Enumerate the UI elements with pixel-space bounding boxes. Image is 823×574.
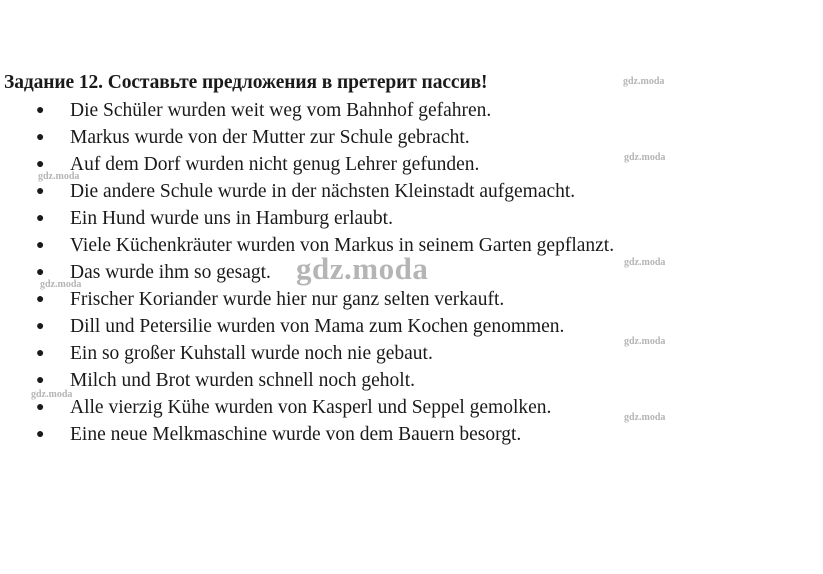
watermark-label: gdz.moda [31,389,73,400]
watermark-label: gdz.moda [624,336,666,347]
sentence-text: Eine neue Melkmaschine wurde von dem Bauern besorgt. [70,424,522,445]
watermark-label: gdz.moda [624,152,666,163]
bullet-icon: ● [36,157,45,172]
watermark-logo: gdz.moda [296,251,429,286]
bullet-icon: ● [36,103,45,118]
bullet-icon: ● [36,211,45,226]
bullet-icon: ● [36,400,45,415]
sentence-text: Milch und Brot wurden schnell noch geholt. [70,370,415,391]
sentence-text: Die andere Schule wurde in der nächsten Kleinstadt aufgemacht. [70,181,576,202]
sentence-text: Ein so großer Kuhstall wurde noch nie gebaut. [70,343,433,364]
watermark-label: gdz.moda [40,279,82,290]
bullet-icon: ● [36,346,45,361]
bullet-icon: ● [36,319,45,334]
watermark-label: gdz.moda [38,171,80,182]
sentence-text: Frischer Koriander wurde hier nur ganz selten verkauft. [70,289,505,310]
watermark-label: gdz.moda [624,412,666,423]
bullet-icon: ● [36,427,45,442]
bullet-icon: ● [36,373,45,388]
sentence-text: Alle vierzig Kühe wurden von Kasperl und Seppel gemolken. [70,397,552,418]
bullet-icon: ● [36,184,45,199]
sentence-text: Die Schüler wurden weit weg vom Bahnhof gefahren. [70,100,492,121]
sentence-text: Das wurde ihm so gesagt. [70,262,271,283]
watermark-label: gdz.moda [624,257,666,268]
sentence-text: Viele Küchenkräuter wurden von Markus in seinem Garten gepflanzt. [70,235,615,256]
bullet-icon: ● [36,265,45,280]
bullet-icon: ● [36,238,45,253]
sentence-text: Ein Hund wurde uns in Hamburg erlaubt. [70,208,393,229]
bullet-icon: ● [36,130,45,145]
sentence-text: Auf dem Dorf wurden nicht genug Lehrer gefunden. [70,154,480,175]
sentence-text: Markus wurde von der Mutter zur Schule gebracht. [70,127,470,148]
bullet-icon: ● [36,292,45,307]
sentence-text: Dill und Petersilie wurden von Mama zum Kochen genommen. [70,316,565,337]
watermark-label: gdz.moda [623,76,665,87]
task-title: Задание 12. Составьте предложения в претерит пассив! [4,72,488,93]
